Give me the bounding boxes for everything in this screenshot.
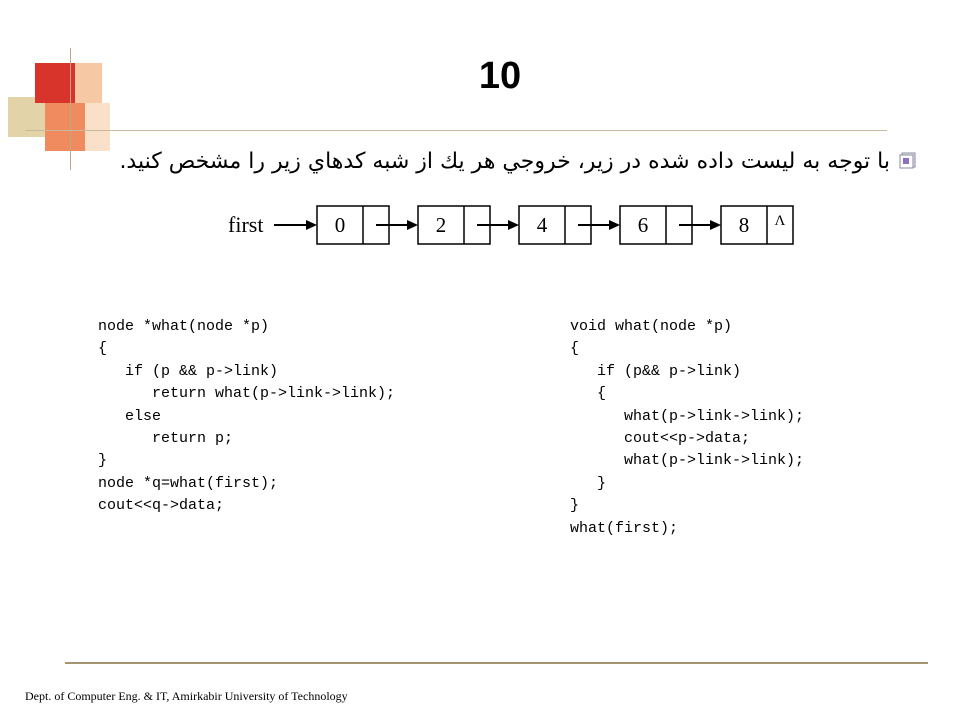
code-line: else: [98, 407, 162, 425]
null-pointer-symbol: Λ: [774, 213, 786, 229]
code-line: }: [98, 452, 108, 470]
pointer-arrowhead: [407, 220, 418, 230]
decor-square-light-peach: [85, 103, 110, 151]
question-text: با توجه به ليست داده شده در زير، خروجي هر يك از شبه كدهاي زير را مشخص كنيد.: [119, 149, 890, 174]
pointer-arrowhead: [306, 220, 317, 230]
code-line: if (p&& p->link): [570, 362, 742, 380]
pointer-arrowhead: [609, 220, 620, 230]
pointer-arrowhead: [710, 220, 721, 230]
code-line: {: [98, 340, 108, 358]
list-node-value: 8: [738, 213, 750, 237]
linked-list-diagram: [220, 195, 820, 255]
code-line: return p;: [98, 430, 234, 448]
list-node-value: 2: [435, 213, 447, 237]
code-line: {: [570, 340, 580, 358]
slide-title: 10: [478, 55, 522, 97]
code-line: cout<<q->data;: [98, 497, 225, 515]
list-nodes: [274, 206, 793, 244]
code-line: if (p && p->link): [98, 362, 279, 380]
bullet-icon: [898, 150, 918, 170]
code-line: what(p->link->link);: [570, 407, 805, 425]
code-block-left: [98, 316, 395, 518]
list-node-value: 6: [637, 213, 649, 237]
code-line: what(first);: [570, 519, 679, 537]
code-line: what(p->link->link);: [570, 452, 805, 470]
decor-square-orange: [45, 103, 85, 151]
code-line: void what(node *p): [570, 318, 733, 335]
title-divider: [25, 130, 887, 131]
footer-divider: [65, 662, 928, 664]
footer-text: Dept. of Computer Eng. & IT, Amirkabir University of Technology: [25, 689, 348, 703]
list-node-value: 4: [536, 213, 548, 237]
pointer-arrowhead: [508, 220, 519, 230]
code-line: }: [570, 474, 607, 492]
code-line: }: [570, 497, 580, 515]
code-line: {: [570, 385, 607, 403]
code-line: cout<<p->data;: [570, 430, 751, 448]
code-line: node *what(node *p): [98, 318, 270, 335]
code-line: node *q=what(first);: [98, 474, 279, 492]
code-line: return what(p->link->link);: [98, 385, 396, 403]
head-pointer-label: first: [228, 212, 264, 237]
list-node-value: 0: [334, 213, 346, 237]
code-block-right: [570, 316, 804, 540]
